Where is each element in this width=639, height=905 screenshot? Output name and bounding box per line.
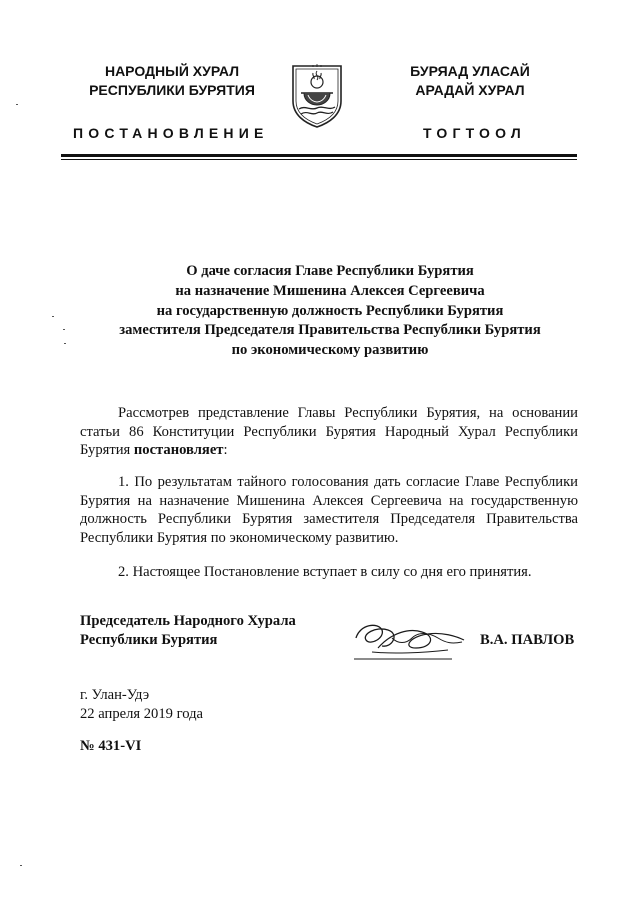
header-rule-thin	[61, 159, 577, 160]
document-title: О даче согласия Главе Республики Бурятия на назначение Мишенина Алексея Сергеевича на государственную должность Республики Бурятия заместителя Председателя Правительства Республики Бурятия по экономическому развитию	[119, 263, 541, 359]
signatory-name: В.А. ПАВЛОВ	[480, 632, 575, 648]
resolves-keyword: постановляет	[133, 442, 224, 459]
document-type-russian: ПОСТАНОВЛЕНИЕ	[73, 125, 269, 141]
scan-speck	[20, 865, 22, 866]
scan-speck	[52, 316, 54, 317]
scan-speck	[16, 104, 18, 105]
scan-speck	[64, 343, 66, 344]
document-number: № 431-VI	[80, 738, 142, 754]
place-and-date: г. Улан-Удэ 22 апреля 2019 года	[80, 687, 203, 722]
preamble-paragraph	[80, 404, 578, 460]
preamble-text: Рассмотрев представление Главы Республики Бурятия, на основании статьи 86 Конституции Республики Бурятия Народный Хурал Республики Бурятия	[80, 405, 578, 459]
resolution-item-1: 1. По результатам тайного голосования дать согласие Главе Республики Бурятия на назначение Мишенина Алексея Сергеевича на государственную должность Республики Бурятия заместителя Председателя Правительства Республики Бурятия по экономическому развитию.	[80, 474, 578, 546]
coat-of-arms-emblem	[289, 63, 345, 129]
document-type-buryat: ТОГТООЛ	[423, 125, 526, 141]
resolution-item-2: 2. Настоящее Постановление вступает в силу со дня его принятия.	[118, 564, 532, 580]
header-rule-thick	[61, 154, 577, 157]
preamble-colon: :	[223, 442, 228, 459]
scan-speck	[63, 329, 65, 330]
issuer-name-buryat: БУРЯАД УЛАСАЙ АРАДАЙ ХУРАЛ	[410, 63, 530, 98]
signatory-position: Председатель Народного Хурала Республики Бурятия	[80, 613, 296, 649]
issuer-name-russian: НАРОДНЫЙ ХУРАЛ РЕСПУБЛИКИ БУРЯТИЯ	[89, 63, 255, 98]
handwritten-signature	[352, 618, 470, 662]
